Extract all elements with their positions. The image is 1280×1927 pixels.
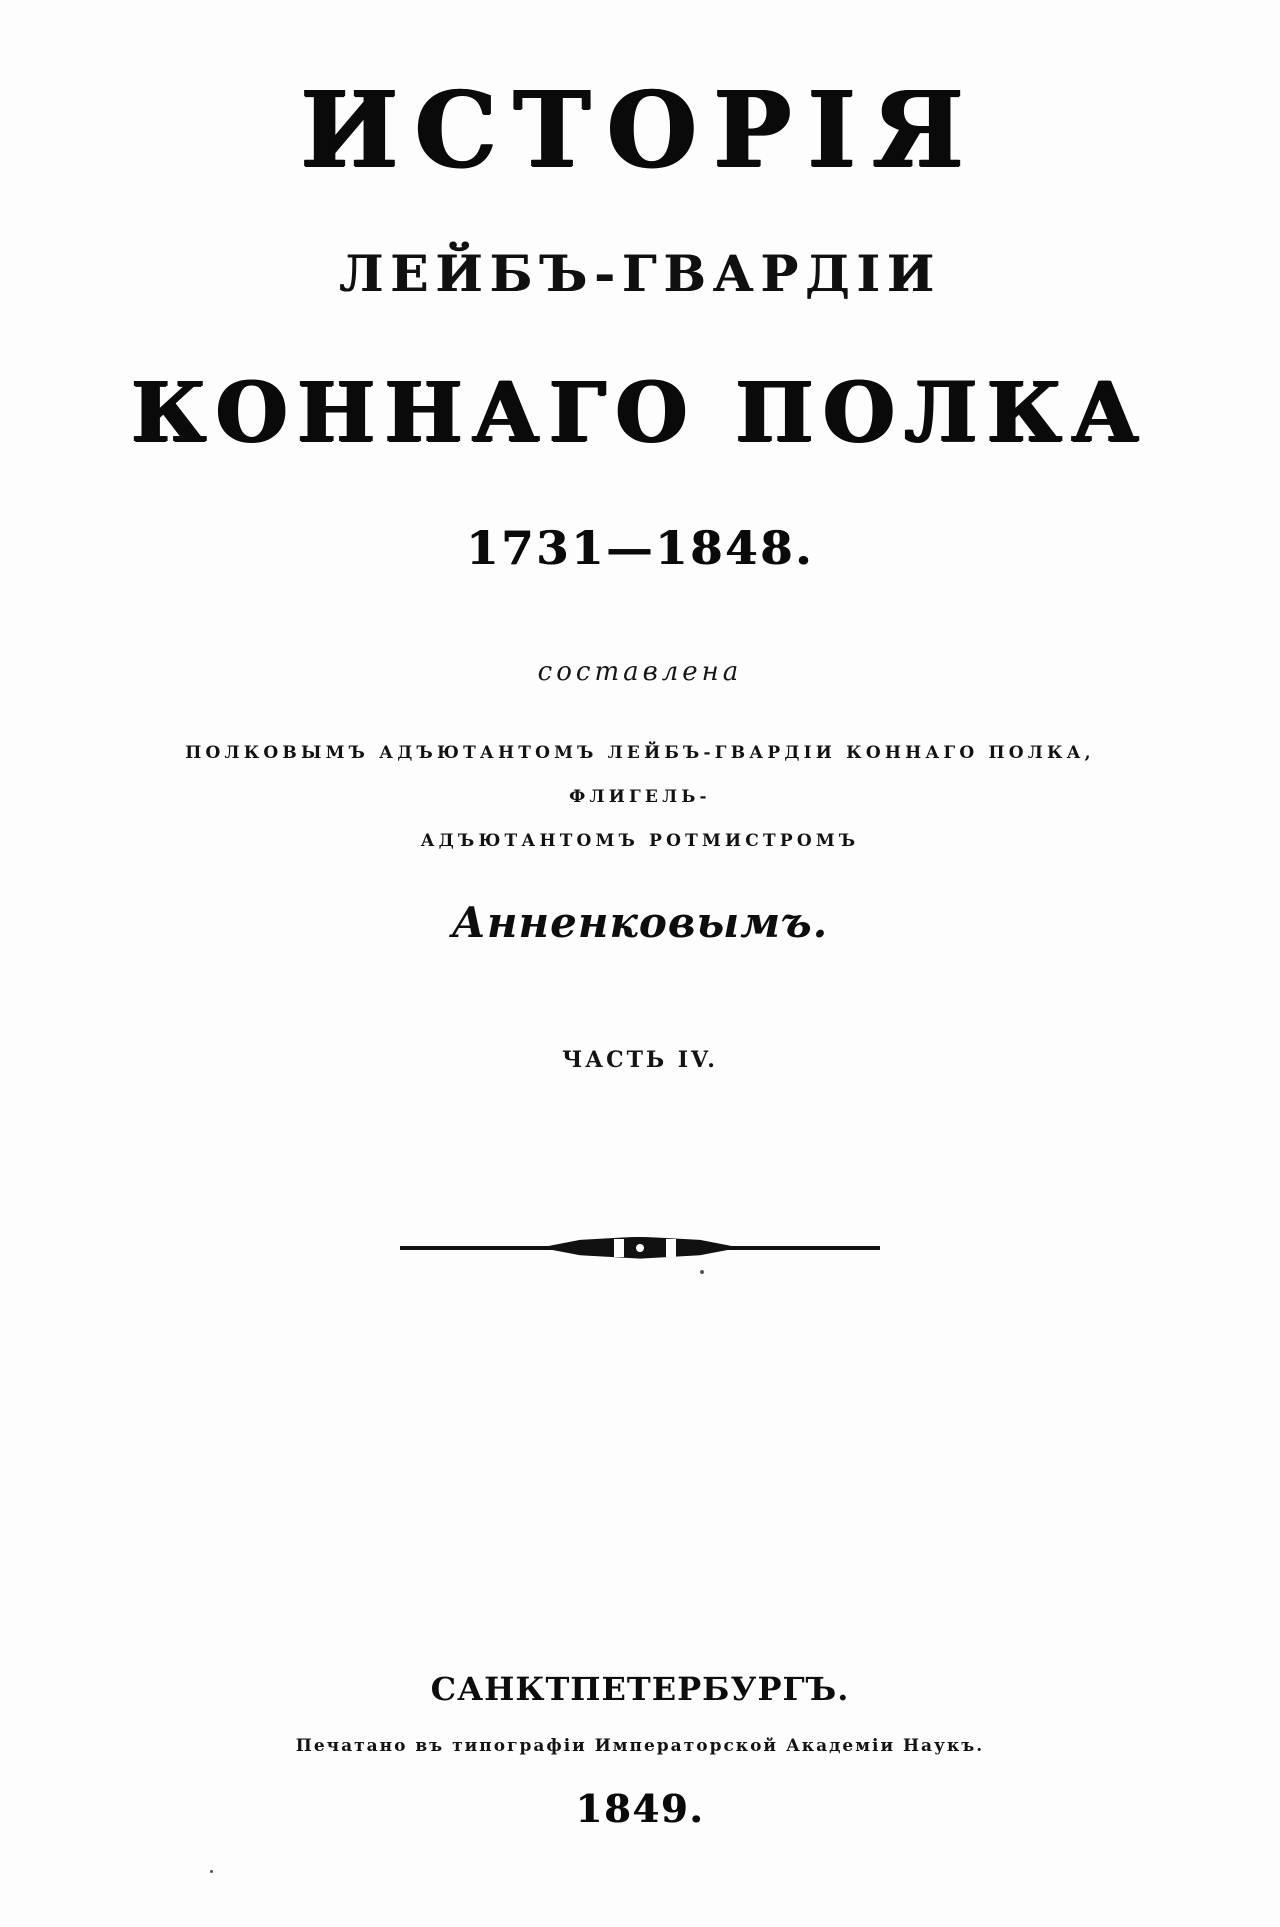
title-regiment: КОННАГО ПОЛКА	[131, 365, 1149, 461]
part-label: ЧАСТЬ IV.	[562, 1046, 718, 1073]
ornament-bar-left	[400, 1246, 560, 1250]
subtitle-guard: ЛЕЙБЪ-ГВАРДІИ	[338, 244, 942, 303]
compiled-label: составлена	[537, 657, 743, 687]
ornament-notch	[666, 1239, 676, 1257]
printer-imprint: Печатано въ типографіи Императорской Академіи Наукъ.	[295, 1736, 985, 1756]
ornament-dot	[636, 1244, 644, 1252]
byline-line-2: АДЪЮТАНТОМЪ РОТМИСТРОМЪ	[420, 831, 860, 852]
byline	[150, 731, 1130, 864]
paper-speck	[210, 1870, 213, 1873]
ornament-bar-right	[720, 1246, 880, 1250]
ornament-divider-icon	[400, 1233, 880, 1263]
ornament-notch	[614, 1239, 624, 1257]
publication-year: 1849.	[575, 1786, 705, 1831]
years-range: 1731—1848.	[465, 521, 815, 575]
byline-line-1: ПОЛКОВЫМЪ АДЪЮТАНТОМЪ ЛЕЙБЪ-ГВАРДІИ КОННАГО ПОЛКА, ФЛИГЕЛЬ-	[185, 743, 1095, 808]
author-name: Анненковымъ.	[451, 897, 829, 947]
page-title: ИСТОРІЯ	[300, 68, 980, 191]
publication-city: САНКТПЕТЕРБУРГЪ.	[430, 1670, 850, 1708]
paper-speck	[700, 1270, 704, 1274]
